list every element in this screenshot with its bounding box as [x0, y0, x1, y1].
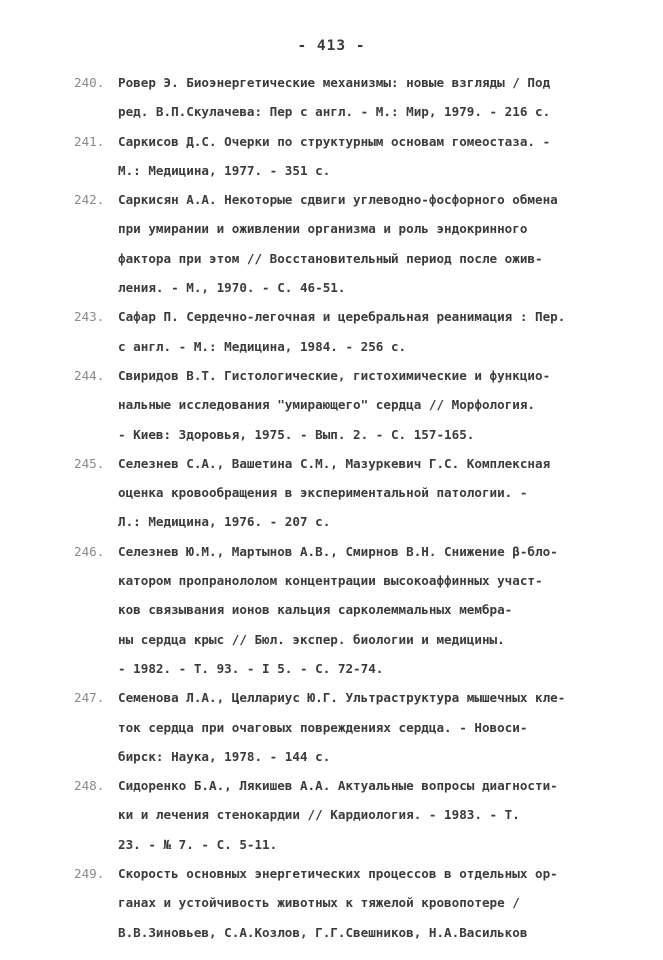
reference-item [74, 771, 634, 859]
reference-item [74, 361, 634, 449]
reference-number: 241. [74, 133, 105, 149]
reference-number: 243. [74, 309, 105, 325]
reference-text: Семенова Л.А., Целлариус Ю.Г. Ультраструктура мышечных кле- [118, 690, 566, 706]
reference-number: 245. [74, 455, 105, 471]
reference-line: ганах и устойчивость животных к тяжелой кровопотере / [118, 895, 520, 911]
reference-line [74, 771, 634, 800]
page-number: - 413 - [297, 38, 366, 54]
reference-item [74, 683, 634, 771]
reference-text: Скорость основных энергетических процессов в отдельных ор- [118, 866, 558, 882]
reference-line: оценка кровообращения в экспериментальной патологии. - [118, 485, 528, 501]
reference-number: 240. [74, 75, 105, 90]
reference-number: 242. [74, 192, 105, 208]
reference-number: 246. [74, 543, 105, 559]
reference-list [74, 68, 634, 947]
reference-line: при умирании и оживлении организма и роль эндокринного [118, 221, 528, 237]
reference-item [74, 449, 634, 537]
reference-text: Селезнев Ю.М., Мартынов А.В., Смирнов В.Н. Снижение β-бло- [118, 543, 558, 559]
reference-line: - Киев: Здоровья, 1975. - Вып. 2. - С. 157-165. [118, 426, 475, 442]
reference-number: 244. [74, 367, 105, 383]
reference-line: ток сердца при очаговых повреждениях сердца. - Новоси- [118, 719, 528, 735]
reference-line [74, 302, 634, 331]
reference-line [74, 537, 634, 566]
reference-item [74, 185, 634, 302]
reference-item [74, 68, 634, 127]
reference-line: бирск: Наука, 1978. - 144 с. [118, 748, 331, 764]
reference-item [74, 127, 634, 186]
reference-text: Саркисов Д.С. Очерки по структурным основам гомеостаза. - [118, 133, 551, 149]
reference-line: М.: Медицина, 1977. - 351 с. [118, 162, 331, 178]
reference-line [74, 859, 634, 888]
reference-line: Л.: Медицина, 1976. - 207 с. [118, 514, 331, 530]
reference-item [74, 537, 634, 683]
reference-line [74, 361, 634, 390]
reference-text: Сафар П. Сердечно-легочная и церебральная реанимация : Пер. [118, 309, 566, 325]
reference-line [74, 68, 634, 97]
reference-text: Саркисян А.А. Некоторые сдвиги углеводно-фосфорного обмена [118, 192, 558, 208]
reference-text: Свиридов В.Т. Гистологические, гистохимические и функцио- [118, 367, 551, 383]
reference-line: с англ. - М.: Медицина, 1984. - 256 с. [118, 338, 407, 354]
reference-text: Ровер Э. Биоэнергетические механизмы: новые взгляды / Под [118, 75, 551, 90]
reference-line: В.В.Зиновьев, С.А.Козлов, Г.Г.Свешников, Н.А.Васильков [118, 924, 528, 940]
reference-line [74, 449, 634, 478]
reference-line [74, 185, 634, 214]
reference-line: ки и лечения стенокардии // Кардиология. - 1983. - Т. [118, 807, 520, 823]
reference-number: 248. [74, 778, 105, 794]
reference-text: Селезнев С.А., Вашетина С.М., Мазуркевич Г.С. Комплексная [118, 455, 551, 471]
reference-item [74, 302, 634, 361]
reference-line: ны сердца крыс // Бюл. экспер. биологии и медицины. [118, 631, 505, 647]
reference-line: - 1982. - Т. 93. - I 5. - С. 72-74. [118, 660, 384, 676]
reference-number: 247. [74, 690, 105, 706]
reference-line: ков связывания ионов кальция сарколеммальных мембра- [118, 602, 513, 618]
reference-line [74, 127, 634, 156]
reference-text: Сидоренко Б.А., Лякишев А.А. Актуальные вопросы диагности- [118, 778, 558, 794]
reference-line: нальные исследования "умирающего" сердца // Морфология. [118, 397, 536, 413]
reference-line: фактора при этом // Восстановительный период после ожив- [118, 250, 543, 266]
reference-item [74, 859, 634, 947]
reference-line: 23. - № 7. - С. 5-11. [118, 836, 278, 852]
reference-number: 249. [74, 866, 105, 882]
reference-line: катором пропранололом концентрации высокоаффинных участ- [118, 573, 543, 589]
reference-line [74, 683, 634, 712]
reference-line: ления. - М., 1970. - С. 46-51. [118, 280, 346, 296]
reference-line: ред. В.П.Скулачева: Пер с англ. - М.: Мир, 1979. - 216 с. [118, 104, 551, 120]
